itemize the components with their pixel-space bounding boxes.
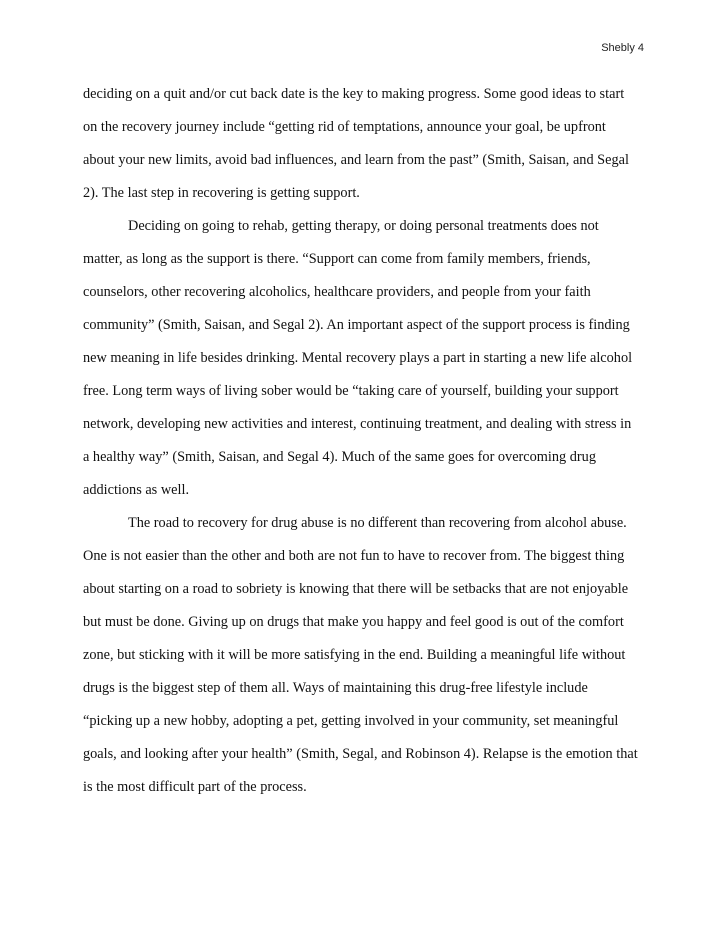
text-line: matter, as long as the support is there. “Support can come from family members, friends, — [83, 251, 591, 267]
text-line: deciding on a quit and/or cut back date is the key to making progress. Some good ideas to start — [83, 86, 625, 102]
text-line-indented: The road to recovery for drug abuse is no different than recovering from alcohol abuse. — [128, 515, 627, 531]
text-line: addictions as well. — [83, 482, 190, 498]
text-line: 2). The last step in recovering is getting support. — [83, 185, 360, 201]
text-line: community” (Smith, Saisan, and Segal 2). An important aspect of the support process is finding — [83, 317, 630, 333]
text-line: is the most difficult part of the process. — [83, 779, 307, 795]
text-line: drugs is the biggest step of them all. Ways of maintaining this drug-free lifestyle include — [83, 680, 588, 696]
text-line: “picking up a new hobby, adopting a pet, getting involved in your community, set meaningful — [83, 713, 619, 729]
text-line: but must be done. Giving up on drugs that make you happy and feel good is out of the comfort — [83, 614, 624, 630]
text-line: zone, but sticking with it will be more satisfying in the end. Building a meaningful life without — [83, 647, 626, 663]
text-line: new meaning in life besides drinking. Mental recovery plays a part in starting a new life alcohol — [83, 350, 633, 366]
text-line: counselors, other recovering alcoholics, healthcare providers, and people from your faith — [83, 284, 591, 300]
text-line: about your new limits, avoid bad influences, and learn from the past” (Smith, Saisan, and Segal — [83, 152, 629, 168]
text-line: free. Long term ways of living sober would be “taking care of yourself, building your support — [83, 383, 619, 399]
text-line-indented: Deciding on going to rehab, getting therapy, or doing personal treatments does not — [128, 218, 599, 234]
running-head: Shebly 4 — [601, 42, 644, 54]
text-line: One is not easier than the other and both are not fun to have to recover from. The biggest thing — [83, 548, 625, 564]
text-line: on the recovery journey include “getting rid of temptations, announce your goal, be upfront — [83, 119, 606, 135]
text-line: goals, and looking after your health” (Smith, Segal, and Robinson 4). Relapse is the emotion that — [83, 746, 638, 762]
text-line: about starting on a road to sobriety is knowing that there will be setbacks that are not enjoyable — [83, 581, 629, 597]
text-line: network, developing new activities and interest, continuing treatment, and dealing with stress in — [83, 416, 632, 432]
text-line: a healthy way” (Smith, Saisan, and Segal 4). Much of the same goes for overcoming drug — [83, 449, 596, 465]
